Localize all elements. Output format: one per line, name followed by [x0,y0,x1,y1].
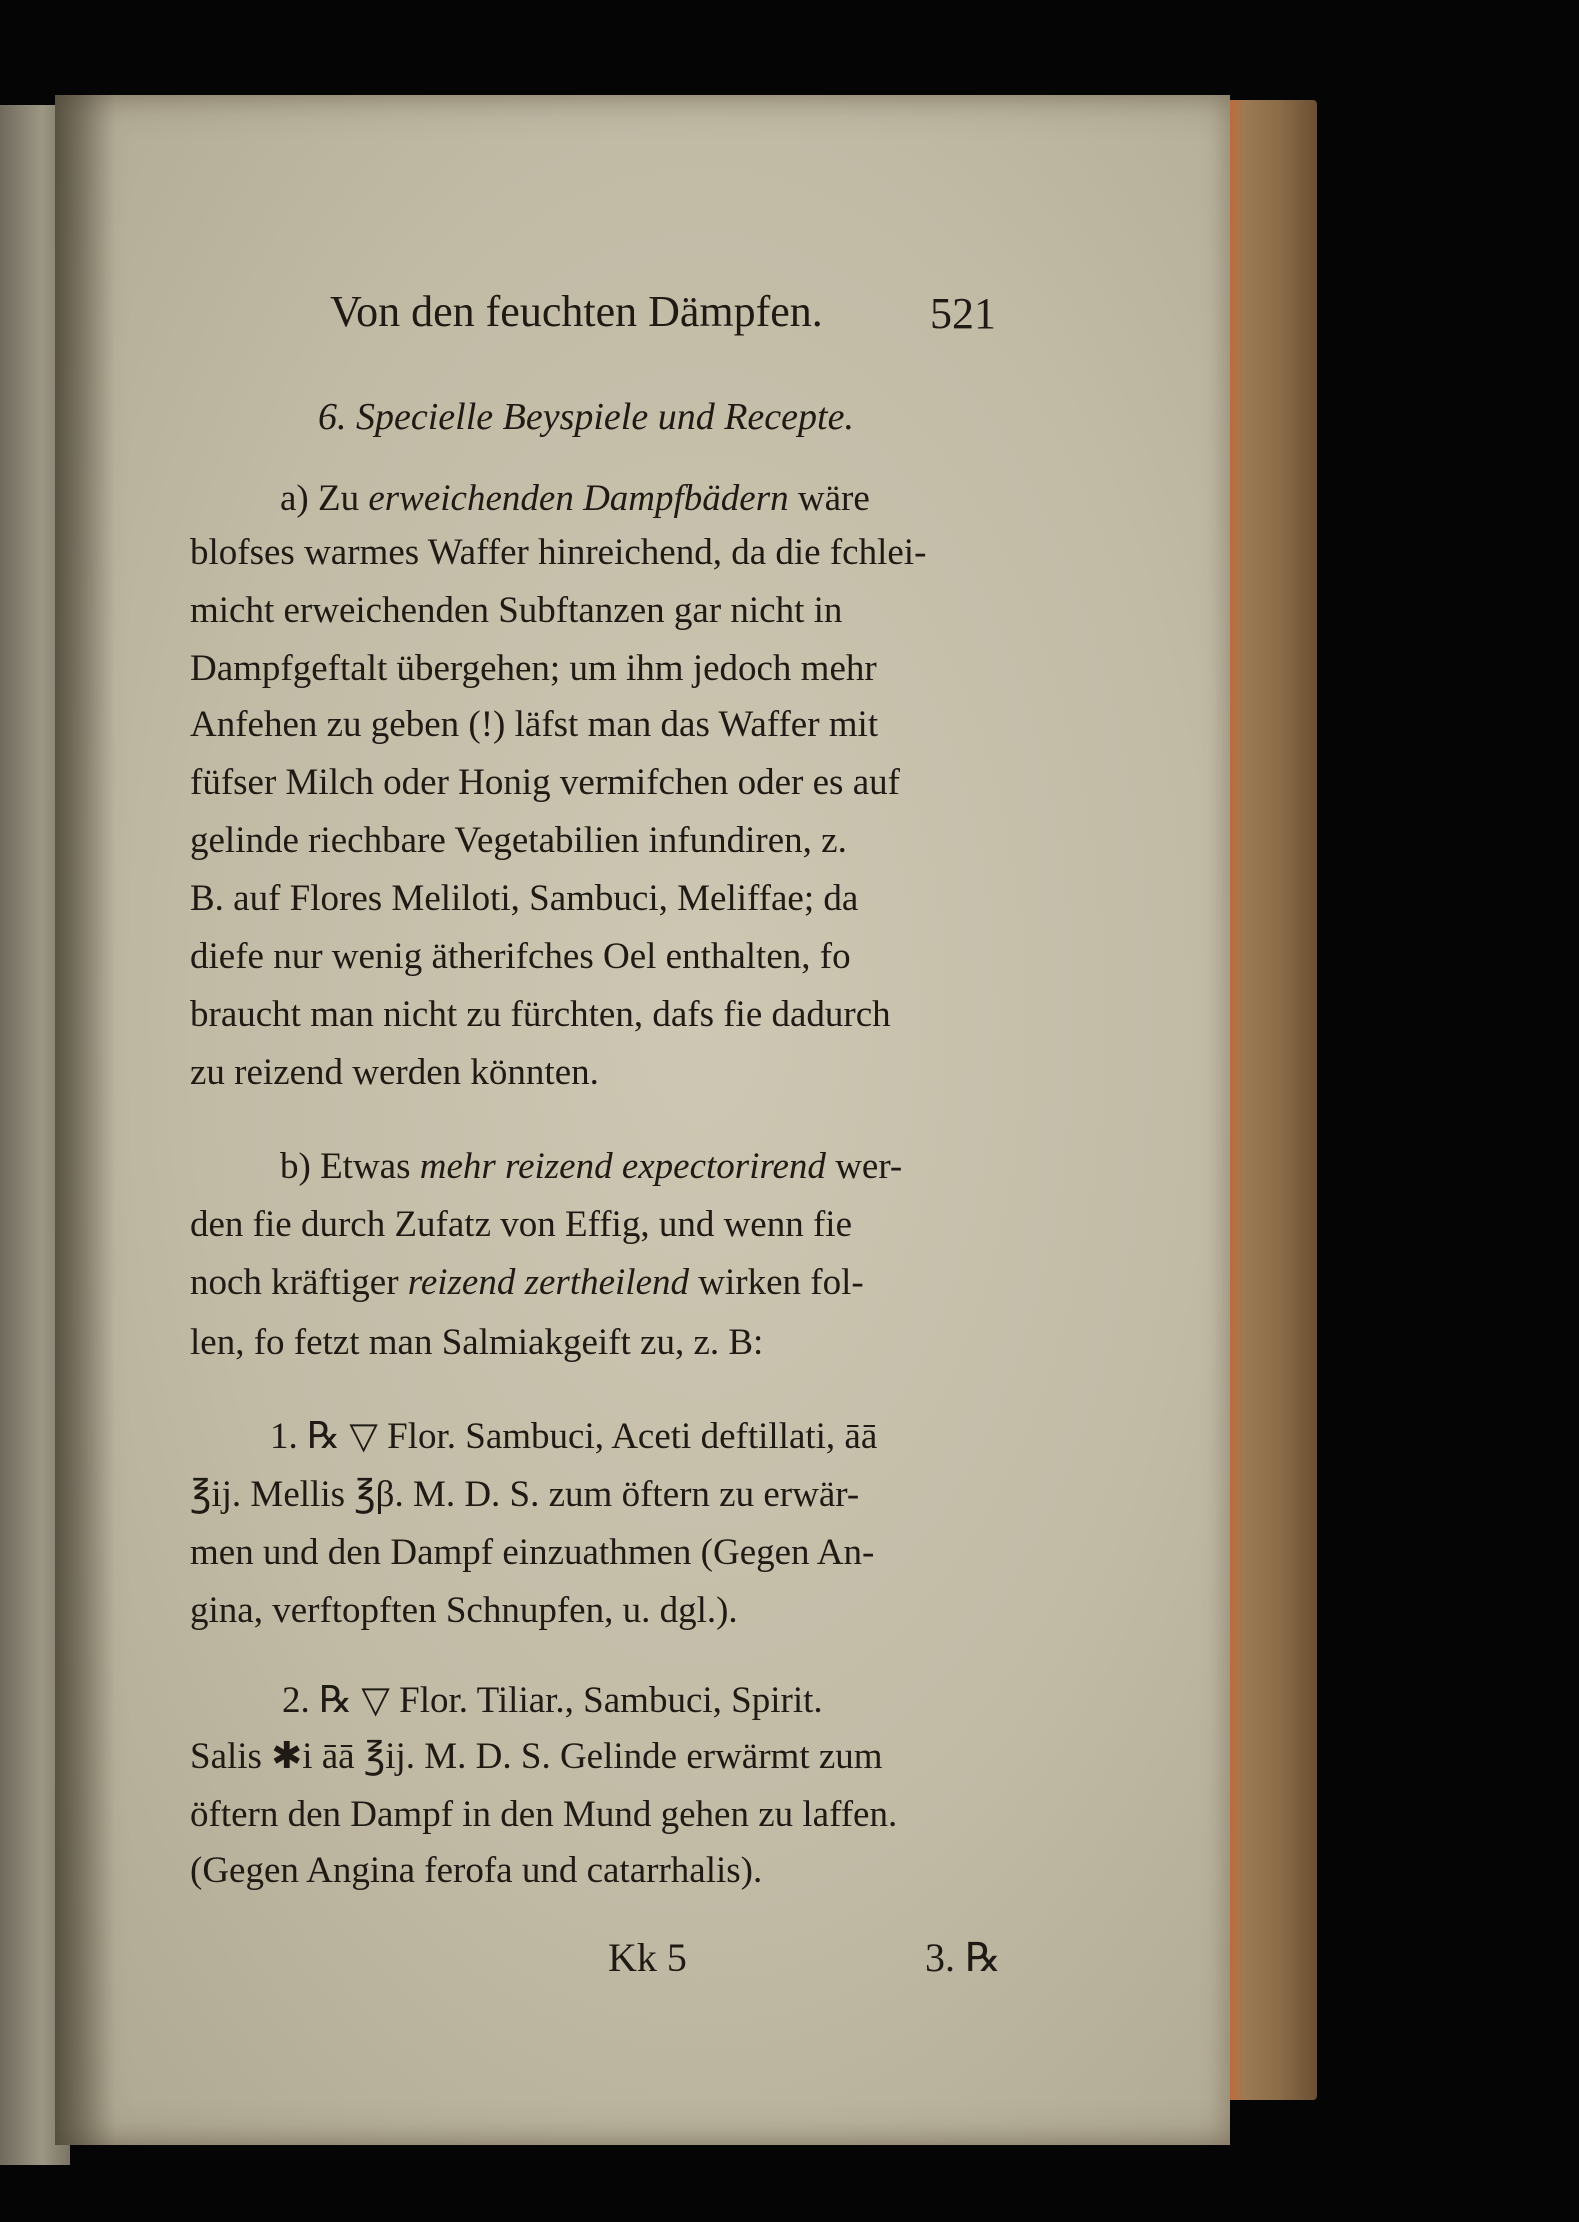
para-a-line-6: füfser Milch oder Honig vermifchen oder es auf [190,762,900,803]
para-b-line-1: b) Etwas mehr reizend expectorirend wer- [280,1146,903,1187]
para-b-line-4: len, fo fetzt man Salmiakgeift zu, z. B: [190,1322,764,1363]
recipe-2-line-3: öftern den Dampf in den Mund gehen zu laffen. [190,1794,898,1835]
recipe-1-line-1: 1. ℞ ▽ Flor. Sambuci, Aceti deftillati, āā [270,1416,878,1457]
section-heading: 6. Specielle Beyspiele und Recepte. [318,396,854,438]
signature-mark: Kk 5 [608,1935,687,1980]
recipe-1-line-3: men und den Dampf einzuathmen (Gegen An- [190,1532,875,1573]
para-a-line-10: braucht man nicht zu fürchten, dafs fie dadurch [190,994,891,1035]
page-number: 521 [930,289,996,338]
para-a-line-4: Dampfgeftalt übergehen; um ihm jedoch mehr [190,648,877,689]
para-a-line-2: blofses warmes Waffer hinreichend, da die fchlei- [190,532,927,573]
para-a-line-7: gelinde riechbare Vegetabilien infundiren, z. [190,820,847,861]
recipe-2-line-1: 2. ℞ ▽ Flor. Tiliar., Sambuci, Spirit. [282,1680,823,1721]
para-b-line-2: den fie durch Zufatz von Effig, und wenn fie [190,1204,853,1245]
page-gutter-shadow [55,95,115,2145]
para-a-line-9: diefe nur wenig ätherifches Oel enthalten, fo [190,936,851,977]
recipe-2-line-2: Salis ✱i āā ℥ij. M. D. S. Gelinde erwärmt zum [190,1736,883,1777]
para-a-line-3: micht erweichenden Subftanzen gar nicht in [190,590,843,631]
recipe-1-line-2: ℥ij. Mellis ℥β. M. D. S. zum öftern zu erwär- [190,1474,860,1515]
recipe-1-line-4: gina, verftopften Schnupfen, u. dgl.). [190,1590,738,1631]
para-a-line-5: Anfehen zu geben (!) läfst man das Waffer mit [190,704,879,745]
recipe-2-line-4: (Gegen Angina ferofa und catarrhalis). [190,1850,763,1891]
book-cover-edge [1225,100,1317,2100]
catchword: 3. ℞ [925,1935,1001,1980]
para-b-line-3: noch kräftiger reizend zertheilend wirken fol- [190,1262,864,1303]
para-a-line-11: zu reizend werden könnten. [190,1052,599,1093]
running-title: Von den feuchten Dämpfen. [330,287,823,336]
para-a-line-8: B. auf Flores Meliloti, Sambuci, Meliffae; da [190,878,859,919]
para-a-line-1: a) Zu erweichenden Dampfbädern wäre [280,478,870,519]
